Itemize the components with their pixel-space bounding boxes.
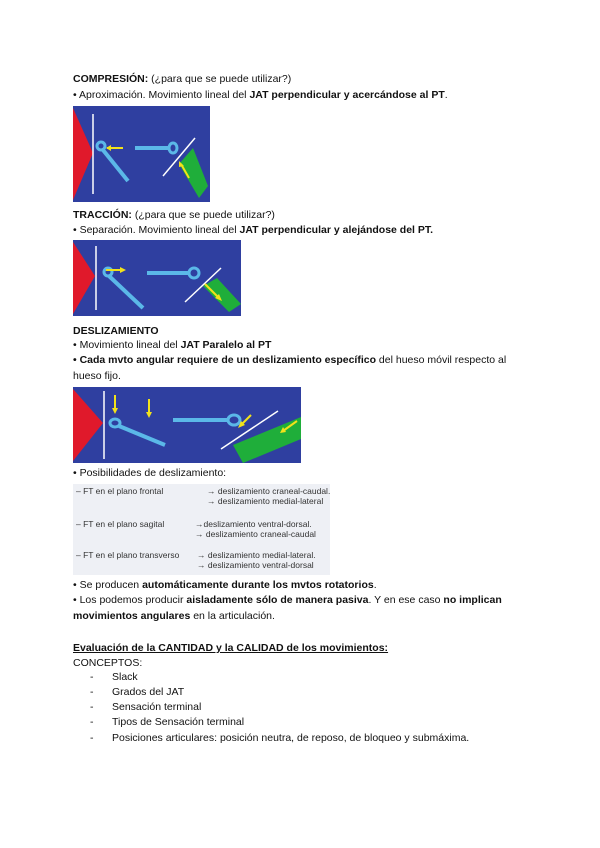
list-item: - Posiciones articulares: posición neutra, de reposo, de bloqueo y submáxima.: [90, 732, 470, 744]
aislado-line-2: movimientos angulares en la articulación.: [73, 610, 275, 622]
table-row-plane: – FT en el plano frontal: [76, 486, 164, 496]
deslizamiento-line-1: • Movimiento lineal del JAT Paralelo al PT: [73, 339, 272, 351]
table-row-glide-a: →deslizamiento ventral-dorsal.: [195, 519, 312, 529]
deslizamiento-line-3: hueso fijo.: [73, 370, 121, 382]
traction-figure: [73, 240, 241, 316]
table-row-glide-b: → deslizamiento craneal-caudal: [195, 529, 316, 539]
glide-possibilities-table: [73, 484, 330, 575]
conceptos-label: CONCEPTOS:: [73, 657, 143, 669]
traccion-description: • Separación. Movimiento lineal del JAT perpendicular y alejándose del PT.: [73, 224, 434, 236]
gliding-figure: [73, 387, 301, 463]
compresion-question: (¿para que se puede utilizar?): [148, 73, 292, 85]
posibilidades-title: • Posibilidades de deslizamiento:: [73, 467, 227, 479]
table-row-plane: – FT en el plano transverso: [76, 550, 180, 560]
list-item: - Slack: [90, 671, 138, 683]
compresion-heading: COMPRESIÓN:: [73, 73, 149, 85]
table-row-glide-b: → deslizamiento medial-lateral: [207, 496, 324, 506]
evaluacion-title: Evaluación de la CANTIDAD y la CALIDAD de los movimientos:: [73, 642, 389, 654]
automatico-line: • Se producen automáticamente durante los mvtos rotatorios.: [73, 579, 377, 591]
table-row-glide-a: → deslizamiento medial-lateral.: [197, 550, 316, 560]
table-row-plane: – FT en el plano sagital: [76, 519, 165, 529]
traccion-heading-line: [73, 208, 275, 222]
compression-figure: [73, 106, 210, 202]
list-item: - Grados del JAT: [90, 686, 185, 698]
traccion-heading: TRACCIÓN:: [73, 209, 132, 221]
compresion-description: • Aproximación. Movimiento lineal del JAT perpendicular y acercándose al PT.: [73, 89, 448, 101]
table-row-glide-b: → deslizamiento ventral-dorsal: [197, 560, 314, 570]
figure-background: [73, 240, 241, 316]
traccion-question: (¿para que se puede utilizar?): [131, 209, 275, 221]
compresion-heading-line: [73, 72, 291, 86]
aislado-line-1: • Los podemos producir aisladamente sólo de manera pasiva. Y en ese caso no implican: [73, 594, 502, 606]
list-item: - Sensación terminal: [90, 701, 202, 713]
table-row-glide-a: → deslizamiento craneal-caudal.: [207, 486, 331, 496]
list-item: - Tipos de Sensación terminal: [90, 716, 245, 728]
deslizamiento-line-2: • Cada mvto angular requiere de un deslizamiento específico del hueso móvil respecto al: [73, 354, 507, 366]
deslizamiento-heading: DESLIZAMIENTO: [73, 325, 159, 337]
